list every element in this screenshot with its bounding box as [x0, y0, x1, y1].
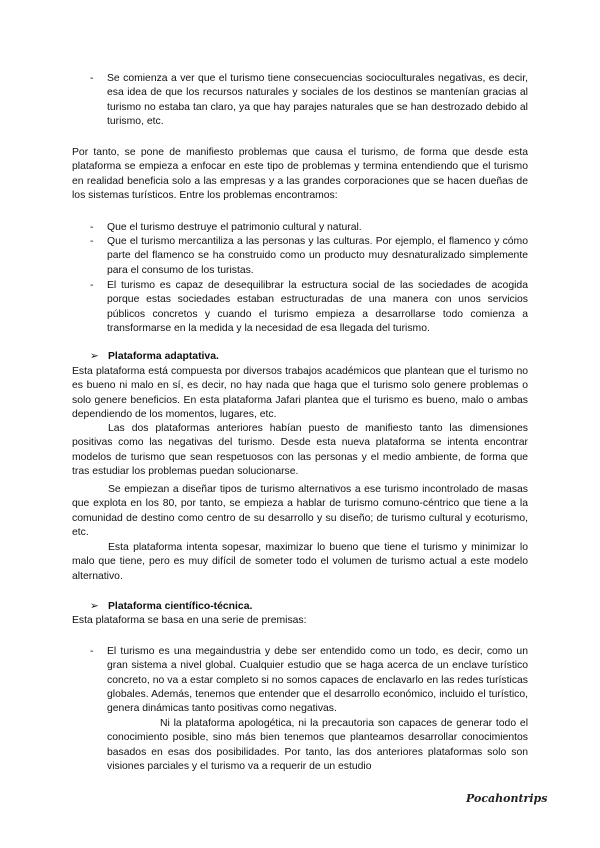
body-paragraph: Esta plataforma está compuesta por diversos trabajos académicos que plantean que el turismo no es bueno ni malo en sí, es decir, no hay nada que haga que el turismo solo genere problemas o solo genere beneficios. En esta plataforma Jafari plantea que el turismo es bueno, malo o ambas dependiendo de los momentos, lugares, etc.	[72, 366, 528, 420]
section-heading-text: Plataforma científico-técnica.	[108, 601, 253, 612]
body-paragraph: Las dos plataformas anteriores habían puesto de manifiesto tanto las dimensiones positivas como las negativas del turismo. Desde esta nueva plataforma se intenta encontrar modelos de turismo que sean respetuosos con las personas y el medio ambiente, de forma que tras estudiar los problemas puedan solucionarse.	[72, 423, 528, 477]
list-item: El turismo es capaz de desequilibrar la estructura social de las sociedades de acogida porque estas sociedades estaban estructuradas de una manera con unos servicios públicos concretos y cuando el turismo empieza a desarrollarse todo comienza a transformarse en la medida y la necesidad de esa llegada del turismo.	[107, 280, 528, 334]
body-paragraph: Se empiezan a diseñar tipos de turismo alternativos a ese turismo incontrolado de masas que explota en los 80, por tanto, se empieza a hablar de turismo comuno-céntrico que tiene a la comunidad de destino como centro de su desarrollo y su diseño; de turismo cultural y ecoturismo, etc.	[72, 484, 528, 538]
body-paragraph: Esta plataforma se basa en una serie de premisas:	[72, 615, 307, 626]
arrow-icon: ➢	[90, 601, 99, 612]
section-heading-adaptativa	[90, 350, 219, 364]
body-paragraph: Por tanto, se pone de manifiesto problemas que causa el turismo, de forma que desde esta plataforma se empieza a enfocar en este tipo de problemas y termina entendiendo que el turismo en realidad beneficia solo a las empresas y a las grandes corporaciones que se hacen dueñas de los sistemas turísticos. Entre los problemas encontramos:	[72, 147, 528, 201]
section-heading-cientifica	[90, 600, 252, 614]
body-paragraph: Esta plataforma intenta sopesar, maximizar lo bueno que tiene el turismo y minimizar lo malo que tiene, pero es muy difícil de someter todo el volumen de turismo actual a este modelo alternativo.	[72, 542, 528, 582]
bullet-marker: -	[90, 646, 94, 657]
bullet-marker: -	[90, 236, 94, 247]
list-item: El turismo es una megaindustria y debe ser entendido como un todo, es decir, como un gran sistema a nivel global. Cualquier estudio que se haga acerca de un enclave turístico concreto, no va a estar completo si no somos capaces de enclavarlo en las redes turísticas globales. Además, tenemos que entender que el desarrollo económico, incluido el turístico, genera dinámicas tanto positivas como negativas.	[107, 646, 528, 715]
bullet-marker: -	[90, 73, 94, 84]
list-item: Se comienza a ver que el turismo tiene consecuencias socioculturales negativas, es decir, esa idea de que los recursos naturales y sociales de los destinos se mantenían gracias al turismo no estaba tan claro, ya que hay parajes naturales que se han destrozado debido al turismo, etc.	[107, 73, 528, 127]
list-item: Que el turismo destruye el patrimonio cultural y natural.	[107, 222, 362, 233]
body-paragraph: Ni la plataforma apologética, ni la precautoria son capaces de generar todo el conocimiento posible, sino más bien tenemos que planteamos desarrollar conocimientos basados en esas dos posibilidades. Por tanto, las dos anteriores plataformas solo son visiones parciales y el turismo va a requerir de un estudio	[107, 718, 528, 772]
bullet-marker: -	[90, 280, 94, 291]
section-heading-text: Plataforma adaptativa.	[108, 351, 219, 362]
list-item: Que el turismo mercantiliza a las personas y las culturas. Por ejemplo, el flamenco y cómo parte del flamenco se ha construido como un producto muy desnaturalizado simplemente para el consumo de los turistas.	[107, 236, 528, 276]
footer-brand: Pocahontrips	[466, 792, 548, 805]
arrow-icon: ➢	[90, 351, 99, 362]
bullet-marker: -	[90, 222, 94, 233]
